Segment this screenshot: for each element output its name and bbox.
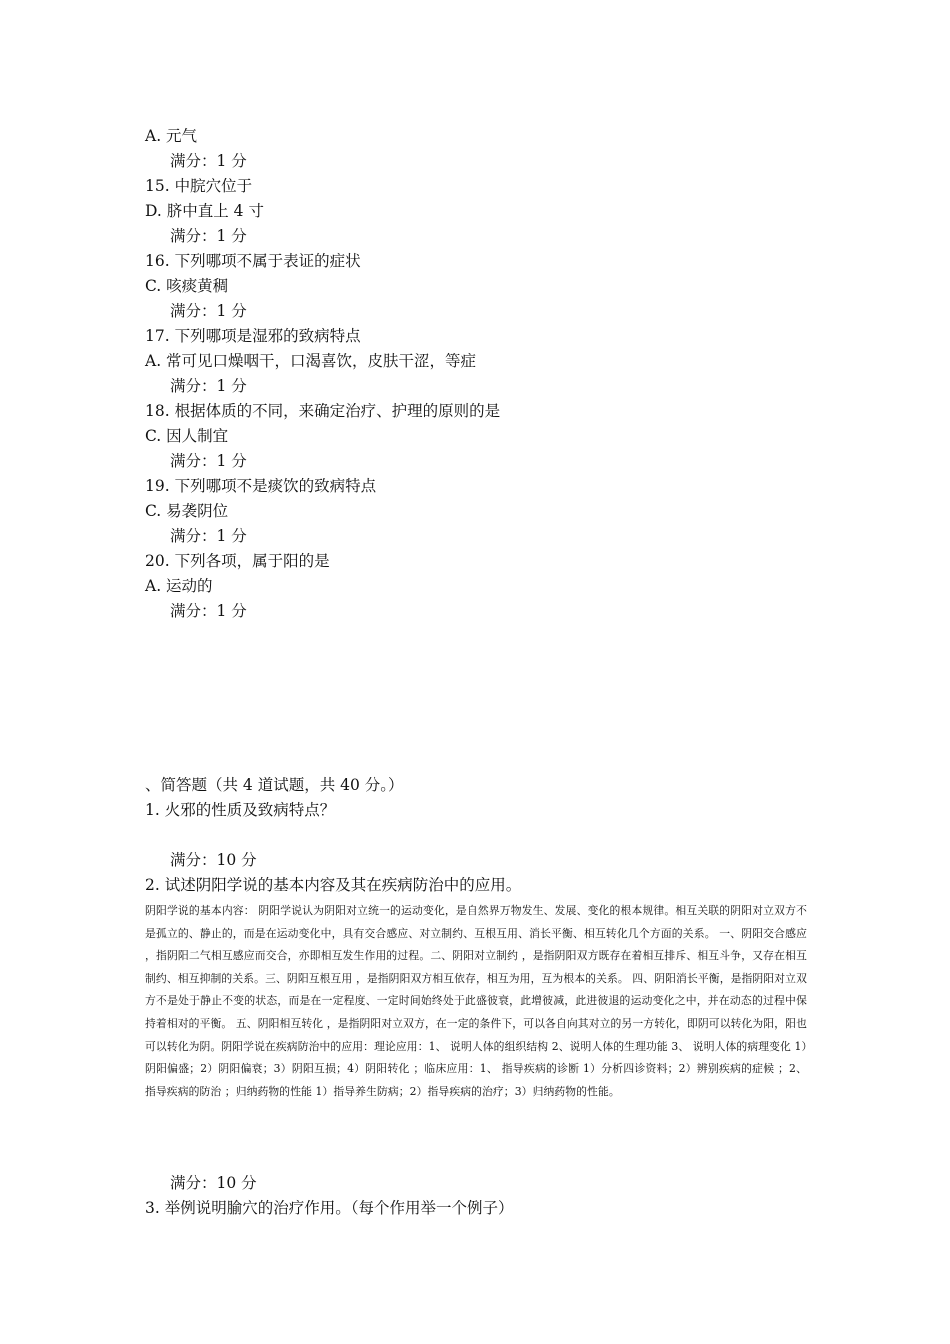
question-15: 15. 中脘穴位于: [145, 177, 253, 195]
score-text: 满分：1 分: [170, 227, 247, 245]
score-text: 满分：10 分: [170, 851, 257, 869]
question-18: 18. 根据体质的不同，来确定治疗、护理的原则的是: [145, 402, 501, 420]
question-16: 16. 下列哪项不属于表证的症状: [145, 252, 361, 270]
question-17: 17. 下列哪项是湿邪的致病特点: [145, 327, 361, 345]
option-text: C. 因人制宜: [145, 427, 229, 445]
question-19: 19. 下列哪项不是痰饮的致病特点: [145, 477, 377, 495]
score-text: 满分：1 分: [170, 152, 247, 170]
score-text: 满分：1 分: [170, 452, 247, 470]
answer-paragraph: 阴阳学说的基本内容： 阴阳学说认为阴阳对立统一的运动变化，是自然界万物发生、发展、变化的根本规律。相互关联的阴阳对立双方不是孤立的、静止的，而是在运动变化中，具有交合感应、对立制约、互根互用、消长平衡、相互转化几个方面的关系。 一、阴阳交合感应 ，指阴阳二气相互感应而交合，亦即相互发生作用的过程。二、阴阳对立制约 ，是指阴阳双方既存在着相互排斥、相互斗争，又存在相互制约、相互抑制的关系。三、阴阳互根互用 ，是指阴阳双方相互依存，相互为用，互为根本的关系。 四、阴阳消长平衡，是指阴阳对立双方不是处于静止不变的状态，而是在一定程度、一定时间始终处于此盛彼衰，此增彼减，此进彼退的运动变化之中，并在动态的过程中保持着相对的平衡。 五、阴阳相互转化 ，是指阴阳对立双方，在一定的条件下，可以各自向其对立的另一方转化，即阴可以转化为阳，阳也可以转化为阴。阴阳学说在疾病防治中的应用：理论应用：1、 说明人体的组织结构 2、说明人体的生理功能 3、 说明人体的病理变化 1）阴阳偏盛；2）阴阳偏衰；3）阴阳互损；4）阴阳转化 ；临床应用：1、 指导疾病的诊断 1）分析四诊资料；2）辨别疾病的症候 ；2、 指导疾病的防治 ；归纳药物的性能 1）指导养生防病；2）指导疾病的治疗；3）归纳药物的性能。: [145, 904, 807, 1098]
score-text: 满分：1 分: [170, 602, 247, 620]
short-question-2: 2. 试述阴阳学说的基本内容及其在疾病防治中的应用。: [145, 876, 522, 894]
short-question-3: 3. 举例说明腧穴的治疗作用。（每个作用举一个例子）: [145, 1199, 514, 1217]
option-text: C. 易袭阴位: [145, 502, 229, 520]
score-text: 满分：10 分: [170, 1174, 257, 1192]
option-text: A. 元气: [145, 127, 198, 145]
question-20: 20. 下列各项，属于阳的是: [145, 552, 330, 570]
option-text: A. 常可见口燥咽干，口渴喜饮，皮肤干涩，等症: [145, 352, 477, 370]
score-text: 满分：1 分: [170, 377, 247, 395]
section-header: 、简答题（共 4 道试题，共 40 分。）: [145, 776, 404, 794]
option-text: C. 咳痰黄稠: [145, 277, 229, 295]
option-text: D. 脐中直上 4 寸: [145, 202, 264, 220]
short-question-1: 1. 火邪的性质及致病特点？: [145, 801, 336, 819]
score-text: 满分：1 分: [170, 527, 247, 545]
option-text: A. 运动的: [145, 577, 213, 595]
score-text: 满分：1 分: [170, 302, 247, 320]
